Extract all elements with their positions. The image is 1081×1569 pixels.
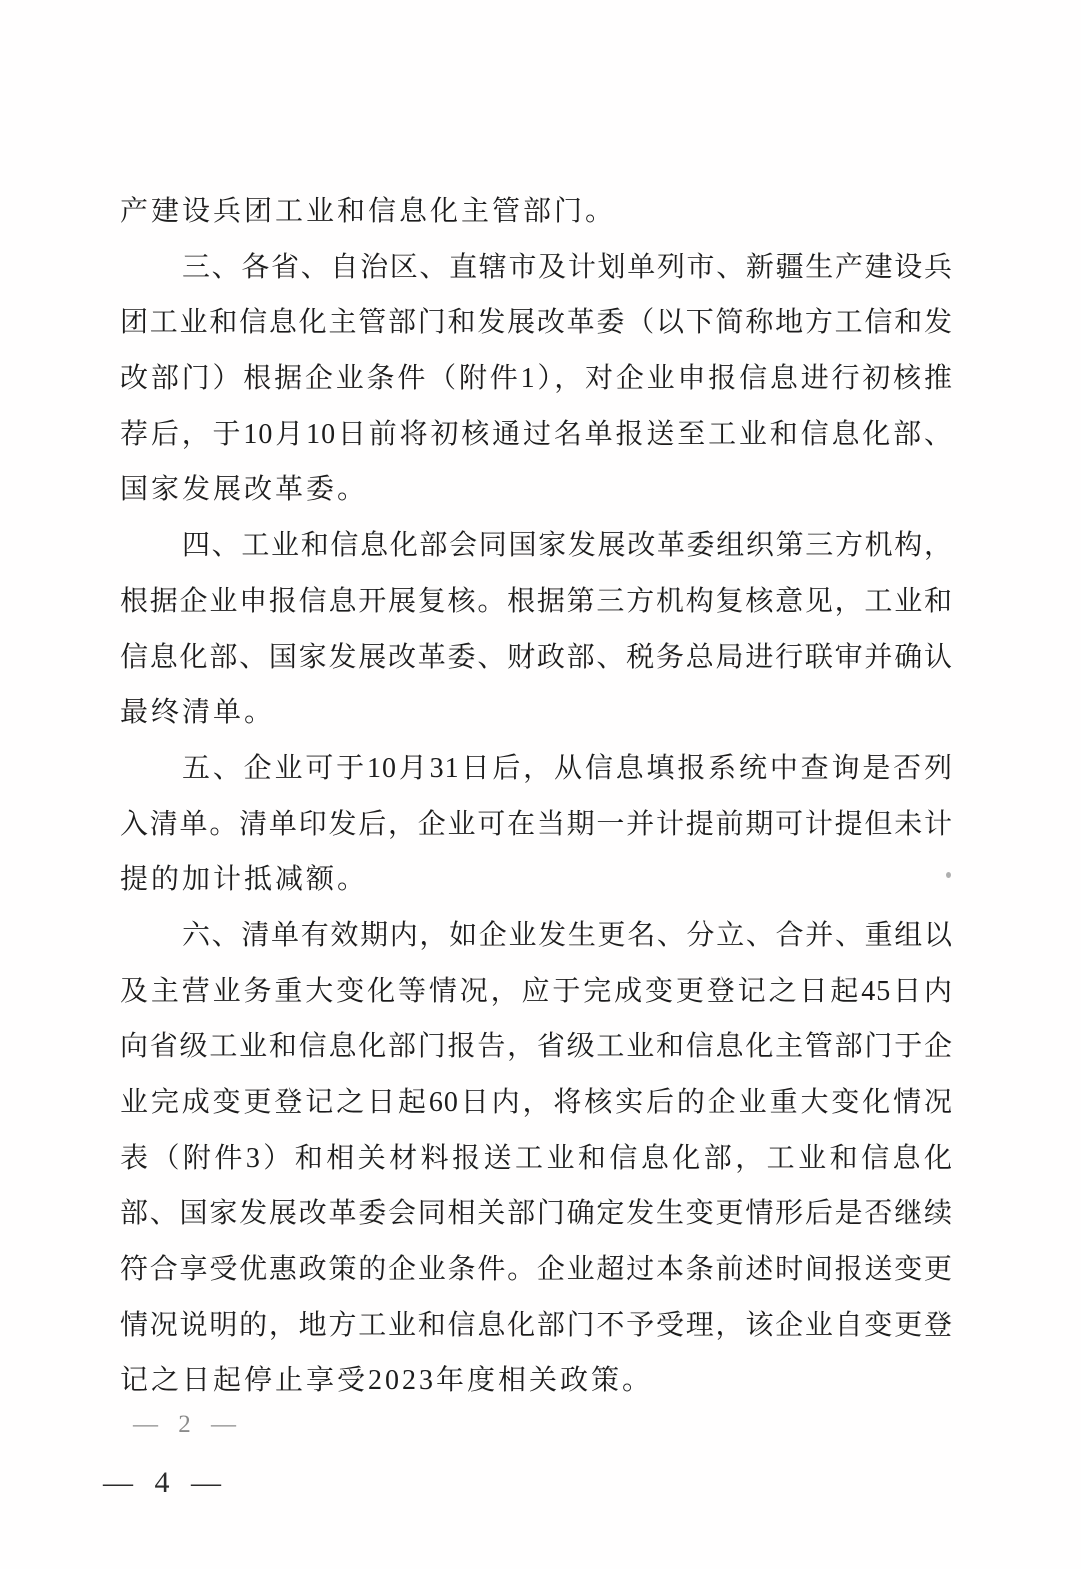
page-number-outer: — 4 — (103, 1466, 228, 1499)
document-body (120, 184, 953, 1409)
text-line: 荐后，于10月10日前将初核通过名单报送至工业和信息化部、 (120, 418, 953, 450)
page-number-inner: — 2 — (133, 1411, 243, 1438)
text-line: 入清单。清单印发后，企业可在当期一并计提前期可计提但未计 (120, 808, 953, 840)
text-line: 四、工业和信息化部会同国家发展改革委组织第三方机构， (182, 530, 953, 562)
text-line: 业完成变更登记之日起60日内，将核实后的企业重大变化情况 (120, 1087, 953, 1118)
text-line: 部、国家发展改革委会同相关部门确定发生变更情形后是否继续 (120, 1198, 953, 1230)
text-line: 五、企业可于10月31日后，从信息填报系统中查询是否列 (182, 752, 953, 784)
paragraph-continuation (120, 184, 953, 240)
text-line: 根据企业申报信息开展复核。根据第三方机构复核意见，工业和 (120, 585, 953, 617)
scan-artifact-dot (946, 872, 951, 878)
text-line: 六、清单有效期内，如企业发生更名、分立、合并、重组以 (182, 919, 953, 951)
text-line: 最终清单。 (120, 697, 276, 729)
text-line: 产建设兵团工业和信息化主管部门。 (120, 196, 617, 227)
paragraph-item-3 (120, 240, 953, 518)
text-line: 提的加计抵减额。 (120, 864, 369, 896)
text-line: 信息化部、国家发展改革委、财政部、税务总局进行联审并确认 (120, 641, 953, 673)
text-line: 三、各省、自治区、直辖市及计划单列市、新疆生产建设兵 (182, 251, 953, 283)
text-line: 记之日起停止享受2023年度相关政策。 (120, 1365, 654, 1397)
paragraph-item-5 (120, 741, 953, 908)
text-line: 国家发展改革委。 (120, 474, 369, 506)
text-line: 符合享受优惠政策的企业条件。企业超过本条前述时间报送变更 (120, 1254, 953, 1286)
text-line: 改部门）根据企业条件（附件1），对企业申报信息进行初核推 (120, 363, 953, 395)
text-line: 表（附件3）和相关材料报送工业和信息化部，工业和信息化 (120, 1142, 953, 1174)
paragraph-item-6 (120, 908, 953, 1409)
text-line: 团工业和信息化主管部门和发展改革委（以下简称地方工信和发 (120, 307, 953, 339)
text-line: 情况说明的，地方工业和信息化部门不予受理，该企业自变更登 (120, 1309, 953, 1341)
paragraph-item-4 (120, 518, 953, 741)
text-line: 向省级工业和信息化部门报告，省级工业和信息化主管部门于企 (120, 1031, 953, 1063)
text-line: 及主营业务重大变化等情况，应于完成变更登记之日起45日内 (120, 975, 953, 1007)
